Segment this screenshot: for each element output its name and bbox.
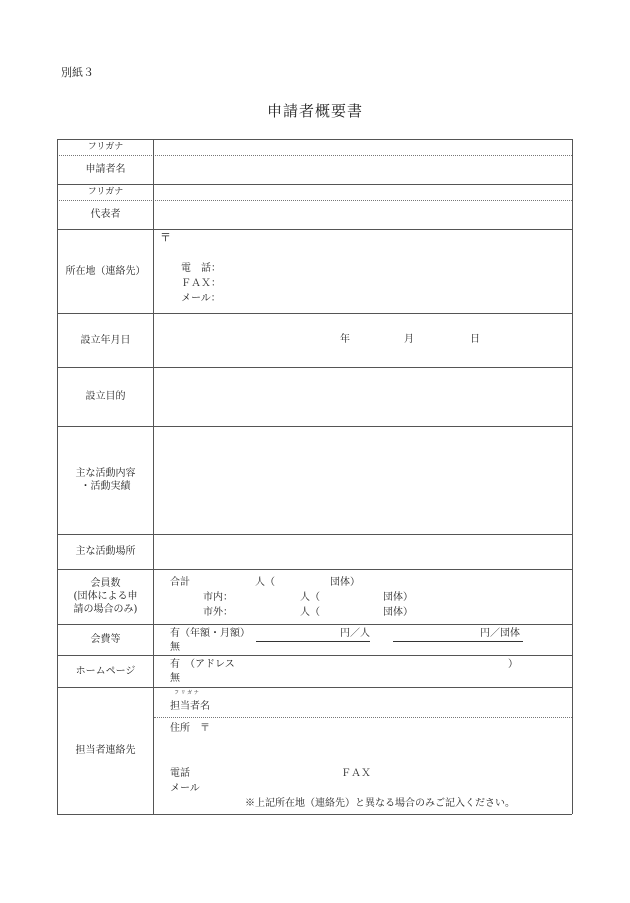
label-address: 所在地（連絡先） [65, 265, 146, 277]
label-furigana: フリガナ [87, 141, 124, 152]
contact-mail-label: メール [170, 783, 200, 794]
homepage-yes-label: 有 （アドレス [170, 659, 235, 670]
page-title: 申請者概要書 [266, 102, 363, 120]
label-representative: 代表者 [90, 209, 121, 220]
members-total-person: 人（ [255, 577, 275, 588]
fee-per-person-underline[interactable] [256, 641, 370, 642]
activities-input[interactable] [154, 427, 572, 534]
contact-note: ※上記所在地（連絡先）と異なる場合のみご記入ください。 [245, 798, 515, 809]
label-members [57, 569, 154, 624]
members-city-out-group: 団体） [383, 607, 413, 618]
furigana-input[interactable] [154, 140, 572, 155]
phone-label: 電 話： [181, 263, 221, 274]
label-members-line3: 請の場合のみ) [73, 604, 138, 615]
label-fees: 会費等 [90, 634, 121, 645]
table-bottom-border [57, 814, 572, 815]
representative-input[interactable] [154, 201, 572, 229]
fax-label: ＦＡＸ： [181, 278, 221, 289]
table-right-border [572, 139, 573, 814]
postal-mark: 〒 [160, 231, 171, 244]
fee-per-person-unit: 円／人 [340, 628, 370, 639]
contact-name-label: 担当者名 [170, 701, 210, 712]
label-contact: 担当者連絡先 [75, 745, 136, 756]
furigana-2-input[interactable] [154, 185, 572, 200]
members-city-in-label: 市内： [203, 592, 233, 603]
homepage-no-label: 無 [170, 673, 180, 684]
members-city-in-group: 団体） [383, 592, 413, 603]
fee-per-group-underline[interactable] [393, 641, 523, 642]
members-city-in-person: 人（ [300, 592, 320, 603]
label-members-line2: (団体による申 [73, 591, 138, 602]
contact-furigana-small: フ リ ガ ナ [174, 690, 199, 696]
applicant-name-input[interactable] [154, 156, 572, 184]
fees-yes-label: 有（年額・月額） [170, 628, 250, 639]
mail-label: メール： [181, 293, 221, 304]
fees-no-label: 無 [170, 642, 180, 653]
contact-phone-label: 電話 [170, 768, 190, 779]
homepage-close-paren: ） [508, 659, 518, 670]
label-activity-place: 主な活動場所 [75, 546, 136, 557]
row-divider [154, 717, 572, 718]
contact-fax-label: ＦＡＸ [341, 768, 371, 779]
label-founded-date: 設立年月日 [80, 334, 131, 346]
day-label: 日 [470, 334, 480, 345]
members-total-label: 合計 [170, 577, 190, 588]
year-label: 年 [340, 334, 350, 345]
label-homepage: ホームページ [75, 665, 136, 677]
annex-label: 別紙３ [61, 66, 94, 79]
fee-per-group-unit: 円／団体 [480, 628, 520, 639]
members-city-out-label: 市外： [203, 607, 233, 618]
month-label: 月 [404, 334, 414, 345]
label-furigana-2: フリガナ [87, 186, 124, 197]
label-purpose: 設立目的 [85, 391, 126, 402]
purpose-input[interactable] [154, 368, 572, 426]
label-activities-line1: 主な活動内容 [75, 468, 136, 479]
members-total-group: 団体） [330, 577, 360, 588]
contact-address-label: 住所 〒 [170, 723, 210, 734]
label-members-line1: 会員数 [90, 578, 121, 589]
members-city-out-person: 人（ [300, 607, 320, 618]
label-activities [57, 426, 154, 534]
label-applicant-name: 申請者名 [85, 164, 126, 175]
label-activities-line2: ・活動実績 [80, 481, 131, 492]
activity-place-input[interactable] [154, 535, 572, 569]
